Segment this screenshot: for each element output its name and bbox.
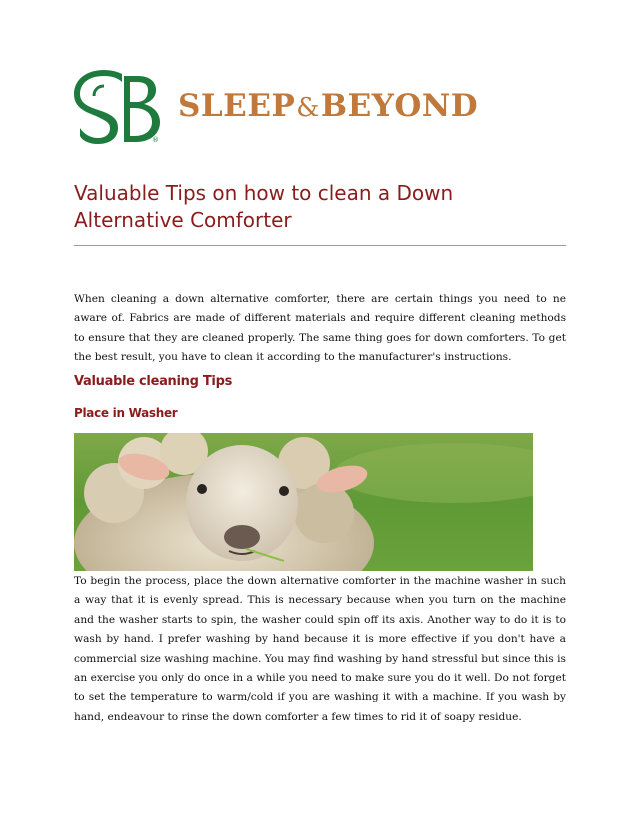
article-title: Valuable Tips on how to clean a Down Alternative Comforter (74, 181, 454, 232)
body-paragraph: To begin the process, place the down alternative comforter in the machine washer in such a way that it is evenly spread. This is necessary because when you turn on the machine and the washer starts to spin, the washer could spin off its axis. Another way to do it is to wash by hand. I prefer washing by hand because it is more effective if you don't have a commercial size washing machine. You may find washing by hand stressful but since this is an exercise you only do once in a while you need to make sure you do it well. Do not forget to set the temperature to warm/cold if you are washing it with a machine. If you wash by hand, endeavour to rinse the down comforter a few times to rid it of soapy residue. (74, 575, 566, 723)
sleep-and-beyond-logo (74, 70, 554, 150)
sb-monogram-icon (74, 70, 164, 150)
sheep-photo (74, 433, 533, 571)
registered-mark: ® (152, 136, 159, 144)
brand-left: SLEEP (178, 88, 296, 124)
subsection-heading: Place in Washer (74, 406, 178, 420)
title-underline-divider (74, 245, 566, 246)
brand-wordmark (178, 88, 478, 124)
intro-paragraph: When cleaning a down alternative comforter, there are certain things you need to ne aware of. Fabrics are made of different materials and require different cleaning methods to ensure that they are cleaned properly. The same thing goes for down comforters. To get the best result, you have to clean it according to the manufacturer's instructions. (74, 293, 566, 364)
brand-right: BEYOND (320, 88, 479, 124)
section-heading: Valuable cleaning Tips (74, 374, 233, 389)
brand-ampersand: & (296, 93, 320, 123)
